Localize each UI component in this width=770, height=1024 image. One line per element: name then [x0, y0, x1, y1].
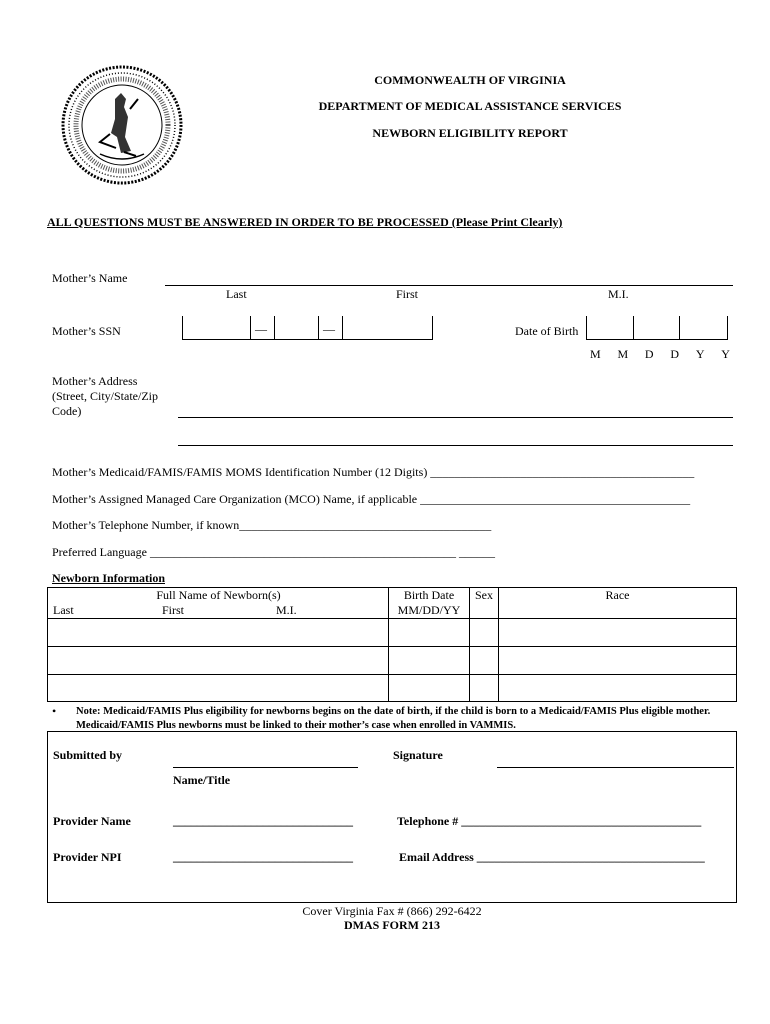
newborn-race-cell[interactable] — [499, 675, 737, 702]
note-bullet-icon: • — [52, 704, 57, 718]
dob-format-m1: M — [590, 347, 601, 361]
telephone-field[interactable]: Mother’s Telephone Number, if known__________________________________________ — [52, 518, 492, 532]
newborn-race-cell[interactable] — [499, 647, 737, 675]
dob-format-m2: M — [617, 347, 629, 361]
newborn-race-cell[interactable] — [499, 619, 737, 647]
address-field-2[interactable] — [178, 445, 733, 446]
note-text: Note: Medicaid/FAMIS Plus eligibility for newborns begins on the date of birth, if the child is born to a Medicaid/FAMIS Plus eligible mother. Medicaid/FAMIS Plus newborns must be linked to their mother’s case when enrolled in VAMMIS. — [76, 706, 711, 731]
mother-ssn-field[interactable] — [182, 316, 433, 340]
newborn-mi-header: M.I. — [276, 603, 297, 617]
mother-first-label: First — [396, 287, 419, 301]
newborn-name-cell[interactable] — [48, 619, 389, 647]
language-field[interactable]: Preferred Language ___________________________________________________ ______ — [52, 545, 495, 559]
full-name-header: Full Name of Newborn(s) — [156, 588, 281, 602]
ssn-dash-2: — — [323, 322, 335, 336]
birth-date-format: MM/DD/YY — [397, 603, 461, 617]
newborn-birth-date-cell[interactable] — [389, 619, 470, 647]
dob-format-d2: D — [670, 347, 680, 361]
mother-name-label: Mother’s Name — [52, 271, 128, 285]
address-label-line-3: Code) — [52, 404, 82, 418]
table-row — [48, 647, 737, 675]
signature-field[interactable] — [497, 767, 734, 768]
seal-icon — [60, 64, 184, 186]
provider-npi-field[interactable]: ______________________________ — [173, 850, 353, 864]
dob-label: Date of Birth — [515, 324, 579, 338]
header-line-2: DEPARTMENT OF MEDICAL ASSISTANCE SERVICES — [318, 99, 622, 113]
footer-fax: Cover Virginia Fax # (866) 292-6422 — [302, 904, 482, 918]
address-label-line-1: Mother’s Address — [52, 374, 138, 388]
medicaid-id-field[interactable]: Mother’s Medicaid/FAMIS/FAMIS MOMS Identification Number (12 Digits) ____________________________________________ — [52, 465, 695, 479]
newborn-birth-date-cell[interactable] — [389, 647, 470, 675]
table-row — [48, 619, 737, 647]
header-line-1: COMMONWEALTH OF VIRGINIA — [374, 73, 566, 87]
dob-format-y2: Y — [721, 347, 730, 361]
table-row — [48, 675, 737, 702]
sex-header: Sex — [470, 588, 499, 619]
submitted-by-field[interactable] — [173, 767, 358, 768]
header-line-3: NEWBORN ELIGIBILITY REPORT — [372, 126, 568, 140]
newborn-name-header — [48, 588, 389, 619]
mother-name-field[interactable] — [165, 285, 733, 286]
newborn-sex-cell[interactable] — [470, 675, 499, 702]
newborn-table — [47, 587, 737, 702]
dob-format-d1: D — [644, 347, 654, 361]
newborn-section-title: Newborn Information — [52, 571, 165, 585]
footer-form-number: DMAS FORM 213 — [344, 918, 440, 932]
provider-name-label: Provider Name — [53, 814, 131, 828]
submitted-by-label: Submitted by — [53, 748, 123, 762]
newborn-last-header: Last — [53, 603, 74, 617]
address-field-1[interactable] — [178, 417, 733, 418]
dob-format-y1: Y — [695, 347, 705, 361]
dob-format — [590, 347, 730, 362]
name-title-label: Name/Title — [173, 773, 231, 787]
newborn-sex-cell[interactable] — [470, 619, 499, 647]
birth-date-label: Birth Date — [403, 588, 455, 602]
dob-field[interactable] — [586, 316, 728, 340]
race-header: Race — [499, 588, 737, 619]
newborn-first-header: First — [162, 603, 185, 617]
mother-ssn-label: Mother’s SSN — [52, 324, 121, 338]
newborn-birth-date-cell[interactable] — [389, 675, 470, 702]
ssn-dash-1: — — [255, 322, 267, 336]
newborn-sex-cell[interactable] — [470, 647, 499, 675]
provider-name-field[interactable]: ______________________________ — [173, 814, 353, 828]
address-label — [52, 374, 158, 419]
mother-last-label: Last — [226, 287, 247, 301]
mother-mi-label: M.I. — [608, 287, 629, 301]
instructions: ALL QUESTIONS MUST BE ANSWERED IN ORDER TO BE PROCESSED (Please Print Clearly) — [47, 215, 563, 229]
newborn-name-cell[interactable] — [48, 675, 389, 702]
mco-field[interactable]: Mother’s Assigned Managed Care Organization (MCO) Name, if applicable _____________________________________________ — [52, 492, 691, 506]
provider-email-field[interactable]: Email Address ______________________________________ — [399, 850, 705, 864]
newborn-name-cell[interactable] — [48, 647, 389, 675]
state-seal — [60, 64, 184, 186]
signature-label: Signature — [393, 748, 443, 762]
birth-date-header — [389, 588, 470, 619]
provider-npi-label: Provider NPI — [53, 850, 122, 864]
provider-telephone-field[interactable]: Telephone # ________________________________________ — [397, 814, 702, 828]
address-label-line-2: (Street, City/State/Zip — [52, 389, 158, 403]
